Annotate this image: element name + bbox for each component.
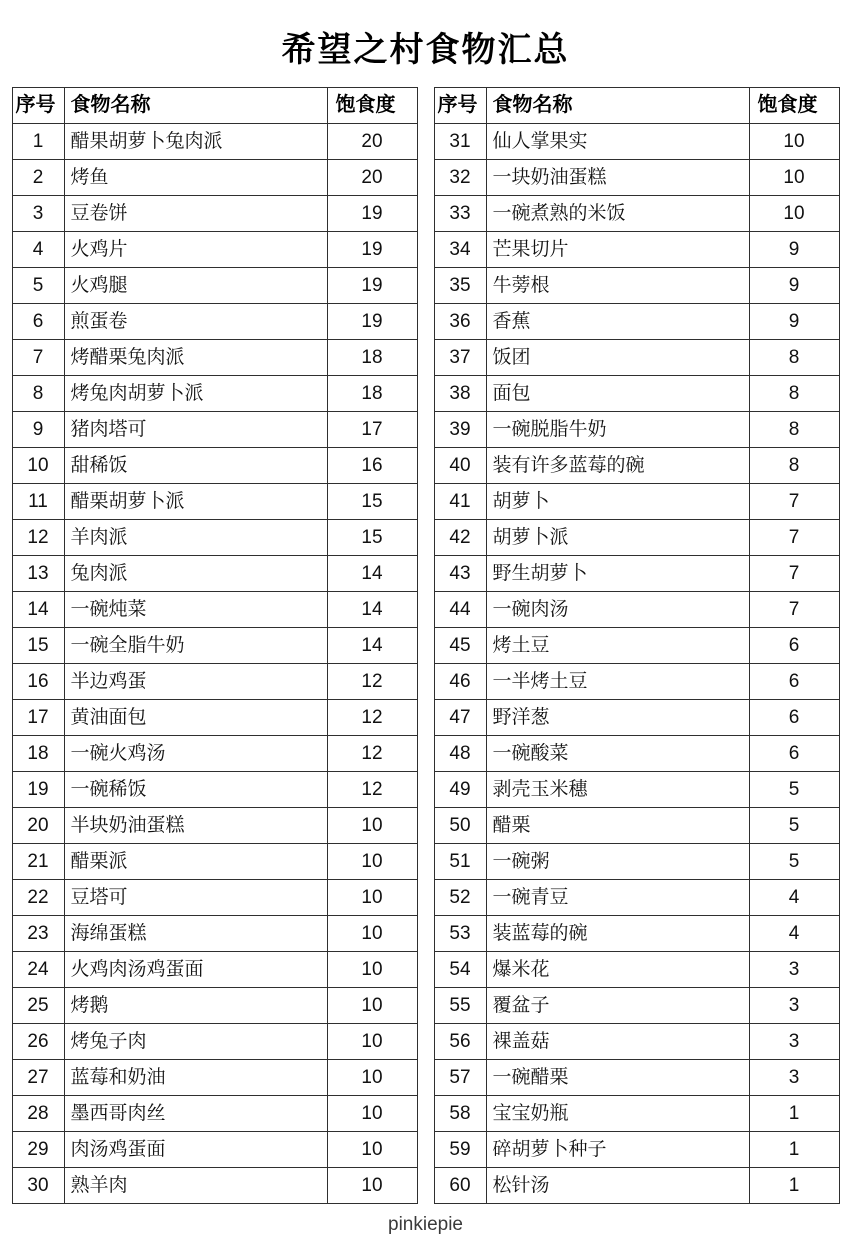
cell-index: 46 — [434, 664, 486, 700]
food-table-left — [12, 87, 418, 1204]
cell-satiety-value: 19 — [327, 304, 417, 340]
cell-food-name: 牛蒡根 — [486, 268, 749, 304]
cell-food-name: 甜稀饭 — [64, 448, 327, 484]
cell-food-name: 一碗火鸡汤 — [64, 736, 327, 772]
cell-index: 9 — [12, 412, 64, 448]
table-row — [434, 664, 839, 700]
cell-satiety-value: 10 — [327, 1024, 417, 1060]
cell-satiety-value: 6 — [749, 664, 839, 700]
cell-index: 1 — [12, 124, 64, 160]
cell-index: 11 — [12, 484, 64, 520]
cell-satiety-value: 16 — [327, 448, 417, 484]
cell-food-name: 肉汤鸡蛋面 — [64, 1132, 327, 1168]
cell-satiety-value: 3 — [749, 1024, 839, 1060]
cell-index: 58 — [434, 1096, 486, 1132]
table-row — [12, 592, 417, 628]
cell-index: 18 — [12, 736, 64, 772]
cell-index: 10 — [12, 448, 64, 484]
cell-index: 43 — [434, 556, 486, 592]
table-row — [12, 916, 417, 952]
cell-food-name: 烤兔子肉 — [64, 1024, 327, 1060]
header-row — [434, 88, 839, 124]
table-row — [12, 772, 417, 808]
cell-food-name: 一碗粥 — [486, 844, 749, 880]
cell-food-name: 黄油面包 — [64, 700, 327, 736]
cell-food-name: 饭团 — [486, 340, 749, 376]
cell-food-name: 墨西哥肉丝 — [64, 1096, 327, 1132]
table-row — [434, 1096, 839, 1132]
cell-index: 16 — [12, 664, 64, 700]
table-row — [12, 124, 417, 160]
table-row — [434, 520, 839, 556]
cell-satiety-value: 10 — [327, 1132, 417, 1168]
cell-satiety-value: 12 — [327, 772, 417, 808]
cell-satiety-value: 8 — [749, 340, 839, 376]
cell-satiety-value: 10 — [327, 1168, 417, 1204]
cell-food-name: 宝宝奶瓶 — [486, 1096, 749, 1132]
table-row — [12, 664, 417, 700]
page-title: 希望之村食物汇总 — [281, 31, 570, 69]
cell-food-name: 剥壳玉米穗 — [486, 772, 749, 808]
table-row — [434, 1024, 839, 1060]
table-row — [434, 412, 839, 448]
table-row — [434, 880, 839, 916]
cell-food-name: 醋栗 — [486, 808, 749, 844]
cell-food-name: 一碗炖菜 — [64, 592, 327, 628]
table-row — [12, 1060, 417, 1096]
cell-food-name: 一碗煮熟的米饭 — [486, 196, 749, 232]
table-row — [434, 304, 839, 340]
cell-food-name: 一碗醋栗 — [486, 1060, 749, 1096]
cell-satiety-value: 9 — [749, 268, 839, 304]
tables-container — [0, 87, 851, 1204]
cell-satiety-value: 8 — [749, 412, 839, 448]
cell-satiety-value: 5 — [749, 772, 839, 808]
cell-satiety-value: 10 — [327, 916, 417, 952]
table-row — [12, 844, 417, 880]
cell-index: 5 — [12, 268, 64, 304]
cell-food-name: 火鸡肉汤鸡蛋面 — [64, 952, 327, 988]
cell-food-name: 一碗酸菜 — [486, 736, 749, 772]
cell-satiety-value: 4 — [749, 916, 839, 952]
cell-food-name: 醋果胡萝卜兔肉派 — [64, 124, 327, 160]
cell-satiety-value: 5 — [749, 844, 839, 880]
table-row — [12, 412, 417, 448]
cell-index: 56 — [434, 1024, 486, 1060]
table-row — [434, 448, 839, 484]
cell-index: 47 — [434, 700, 486, 736]
cell-satiety-value: 7 — [749, 556, 839, 592]
cell-index: 29 — [12, 1132, 64, 1168]
table-row — [12, 304, 417, 340]
table-row — [12, 952, 417, 988]
cell-index: 51 — [434, 844, 486, 880]
cell-satiety-value: 10 — [749, 124, 839, 160]
table-row — [434, 700, 839, 736]
cell-food-name: 烤醋栗兔肉派 — [64, 340, 327, 376]
cell-index: 38 — [434, 376, 486, 412]
table-row — [12, 268, 417, 304]
cell-index: 21 — [12, 844, 64, 880]
cell-index: 4 — [12, 232, 64, 268]
table-row — [434, 844, 839, 880]
cell-satiety-value: 18 — [327, 340, 417, 376]
cell-index: 19 — [12, 772, 64, 808]
cell-index: 52 — [434, 880, 486, 916]
cell-satiety-value: 6 — [749, 736, 839, 772]
table-header-left — [12, 88, 417, 124]
header-row — [12, 88, 417, 124]
cell-index: 20 — [12, 808, 64, 844]
table-row — [12, 448, 417, 484]
table-row — [12, 520, 417, 556]
cell-satiety-value: 10 — [749, 196, 839, 232]
cell-satiety-value: 19 — [327, 232, 417, 268]
cell-index: 33 — [434, 196, 486, 232]
table-row — [12, 376, 417, 412]
cell-satiety-value: 15 — [327, 520, 417, 556]
cell-satiety-value: 3 — [749, 1060, 839, 1096]
cell-index: 13 — [12, 556, 64, 592]
cell-satiety-value: 10 — [749, 160, 839, 196]
food-table-right — [434, 87, 840, 1204]
cell-index: 8 — [12, 376, 64, 412]
cell-food-name: 一碗肉汤 — [486, 592, 749, 628]
cell-satiety-value: 17 — [327, 412, 417, 448]
table-row — [12, 1024, 417, 1060]
cell-food-name: 一碗青豆 — [486, 880, 749, 916]
watermark-credit: pinkiepie — [388, 1214, 463, 1235]
cell-index: 6 — [12, 304, 64, 340]
cell-index: 40 — [434, 448, 486, 484]
cell-satiety-value: 1 — [749, 1168, 839, 1204]
table-body-right — [434, 124, 839, 1204]
cell-satiety-value: 8 — [749, 448, 839, 484]
cell-food-name: 野洋葱 — [486, 700, 749, 736]
cell-index: 28 — [12, 1096, 64, 1132]
cell-satiety-value: 15 — [327, 484, 417, 520]
header-name: 食物名称 — [64, 88, 327, 124]
cell-index: 3 — [12, 196, 64, 232]
cell-satiety-value: 10 — [327, 1060, 417, 1096]
cell-food-name: 蓝莓和奶油 — [64, 1060, 327, 1096]
cell-food-name: 一碗全脂牛奶 — [64, 628, 327, 664]
table-row — [434, 484, 839, 520]
cell-food-name: 烤土豆 — [486, 628, 749, 664]
cell-index: 32 — [434, 160, 486, 196]
cell-satiety-value: 10 — [327, 1096, 417, 1132]
cell-satiety-value: 18 — [327, 376, 417, 412]
cell-satiety-value: 20 — [327, 124, 417, 160]
table-row — [12, 1096, 417, 1132]
cell-index: 23 — [12, 916, 64, 952]
header-index: 序号 — [12, 88, 64, 124]
cell-food-name: 火鸡片 — [64, 232, 327, 268]
cell-satiety-value: 14 — [327, 556, 417, 592]
cell-food-name: 火鸡腿 — [64, 268, 327, 304]
table-row — [434, 736, 839, 772]
cell-satiety-value: 19 — [327, 196, 417, 232]
cell-satiety-value: 9 — [749, 232, 839, 268]
cell-satiety-value: 12 — [327, 736, 417, 772]
cell-index: 45 — [434, 628, 486, 664]
cell-satiety-value: 14 — [327, 628, 417, 664]
cell-food-name: 装蓝莓的碗 — [486, 916, 749, 952]
table-row — [12, 160, 417, 196]
table-row — [434, 340, 839, 376]
header-index: 序号 — [434, 88, 486, 124]
cell-satiety-value: 3 — [749, 988, 839, 1024]
table-row — [434, 628, 839, 664]
cell-food-name: 一半烤土豆 — [486, 664, 749, 700]
cell-index: 57 — [434, 1060, 486, 1096]
cell-satiety-value: 20 — [327, 160, 417, 196]
cell-index: 55 — [434, 988, 486, 1024]
cell-satiety-value: 10 — [327, 952, 417, 988]
cell-satiety-value: 4 — [749, 880, 839, 916]
cell-food-name: 猪肉塔可 — [64, 412, 327, 448]
cell-index: 24 — [12, 952, 64, 988]
table-row — [12, 880, 417, 916]
table-body-left — [12, 124, 417, 1204]
table-row — [12, 1168, 417, 1204]
cell-satiety-value: 10 — [327, 988, 417, 1024]
cell-index: 42 — [434, 520, 486, 556]
cell-satiety-value: 3 — [749, 952, 839, 988]
cell-index: 30 — [12, 1168, 64, 1204]
cell-satiety-value: 19 — [327, 268, 417, 304]
table-row — [12, 340, 417, 376]
cell-satiety-value: 8 — [749, 376, 839, 412]
cell-index: 36 — [434, 304, 486, 340]
cell-index: 7 — [12, 340, 64, 376]
cell-index: 25 — [12, 988, 64, 1024]
cell-index: 48 — [434, 736, 486, 772]
cell-index: 14 — [12, 592, 64, 628]
cell-food-name: 面包 — [486, 376, 749, 412]
cell-index: 31 — [434, 124, 486, 160]
table-row — [434, 772, 839, 808]
table-row — [434, 952, 839, 988]
cell-food-name: 醋栗胡萝卜派 — [64, 484, 327, 520]
cell-satiety-value: 10 — [327, 808, 417, 844]
cell-satiety-value: 7 — [749, 520, 839, 556]
cell-food-name: 烤鱼 — [64, 160, 327, 196]
cell-food-name: 熟羊肉 — [64, 1168, 327, 1204]
cell-food-name: 野生胡萝卜 — [486, 556, 749, 592]
cell-food-name: 烤鹅 — [64, 988, 327, 1024]
table-row — [434, 808, 839, 844]
cell-satiety-value: 1 — [749, 1132, 839, 1168]
table-row — [434, 988, 839, 1024]
table-row — [434, 1060, 839, 1096]
table-row — [12, 700, 417, 736]
table-row — [434, 592, 839, 628]
table-row — [12, 556, 417, 592]
cell-index: 59 — [434, 1132, 486, 1168]
cell-food-name: 一块奶油蛋糕 — [486, 160, 749, 196]
cell-food-name: 芒果切片 — [486, 232, 749, 268]
table-row — [434, 232, 839, 268]
table-row — [434, 124, 839, 160]
table-row — [12, 1132, 417, 1168]
table-row — [12, 484, 417, 520]
header-value: 饱食度 — [749, 88, 839, 124]
table-row — [434, 916, 839, 952]
cell-satiety-value: 10 — [327, 880, 417, 916]
cell-index: 44 — [434, 592, 486, 628]
cell-food-name: 羊肉派 — [64, 520, 327, 556]
table-row — [434, 1168, 839, 1204]
header-value: 饱食度 — [327, 88, 417, 124]
table-row — [12, 988, 417, 1024]
cell-food-name: 香蕉 — [486, 304, 749, 340]
cell-food-name: 半边鸡蛋 — [64, 664, 327, 700]
table-row — [434, 376, 839, 412]
cell-food-name: 装有许多蓝莓的碗 — [486, 448, 749, 484]
header-name: 食物名称 — [486, 88, 749, 124]
cell-index: 37 — [434, 340, 486, 376]
table-row — [434, 196, 839, 232]
cell-index: 35 — [434, 268, 486, 304]
cell-satiety-value: 6 — [749, 700, 839, 736]
cell-satiety-value: 9 — [749, 304, 839, 340]
cell-food-name: 一碗稀饭 — [64, 772, 327, 808]
table-row — [12, 808, 417, 844]
cell-index: 49 — [434, 772, 486, 808]
cell-index: 2 — [12, 160, 64, 196]
cell-food-name: 胡萝卜 — [486, 484, 749, 520]
cell-food-name: 海绵蛋糕 — [64, 916, 327, 952]
cell-satiety-value: 12 — [327, 700, 417, 736]
cell-index: 39 — [434, 412, 486, 448]
cell-index: 50 — [434, 808, 486, 844]
cell-satiety-value: 12 — [327, 664, 417, 700]
table-row — [434, 556, 839, 592]
cell-satiety-value: 14 — [327, 592, 417, 628]
cell-food-name: 一碗脱脂牛奶 — [486, 412, 749, 448]
cell-index: 41 — [434, 484, 486, 520]
table-row — [12, 232, 417, 268]
table-row — [12, 196, 417, 232]
cell-food-name: 裸盖菇 — [486, 1024, 749, 1060]
cell-food-name: 烤兔肉胡萝卜派 — [64, 376, 327, 412]
cell-index: 34 — [434, 232, 486, 268]
table-row — [434, 1132, 839, 1168]
table-row — [12, 628, 417, 664]
cell-index: 27 — [12, 1060, 64, 1096]
cell-satiety-value: 1 — [749, 1096, 839, 1132]
cell-food-name: 覆盆子 — [486, 988, 749, 1024]
cell-food-name: 豆卷饼 — [64, 196, 327, 232]
table-row — [434, 268, 839, 304]
cell-food-name: 胡萝卜派 — [486, 520, 749, 556]
cell-index: 60 — [434, 1168, 486, 1204]
cell-satiety-value: 5 — [749, 808, 839, 844]
cell-index: 22 — [12, 880, 64, 916]
cell-satiety-value: 10 — [327, 844, 417, 880]
cell-food-name: 爆米花 — [486, 952, 749, 988]
table-row — [12, 736, 417, 772]
cell-satiety-value: 6 — [749, 628, 839, 664]
cell-food-name: 松针汤 — [486, 1168, 749, 1204]
cell-index: 54 — [434, 952, 486, 988]
cell-food-name: 半块奶油蛋糕 — [64, 808, 327, 844]
cell-satiety-value: 7 — [749, 484, 839, 520]
cell-food-name: 醋栗派 — [64, 844, 327, 880]
cell-food-name: 兔肉派 — [64, 556, 327, 592]
cell-index: 17 — [12, 700, 64, 736]
cell-index: 15 — [12, 628, 64, 664]
table-row — [434, 160, 839, 196]
cell-food-name: 碎胡萝卜种子 — [486, 1132, 749, 1168]
cell-food-name: 仙人掌果实 — [486, 124, 749, 160]
cell-satiety-value: 7 — [749, 592, 839, 628]
cell-food-name: 煎蛋卷 — [64, 304, 327, 340]
table-header-right — [434, 88, 839, 124]
cell-index: 26 — [12, 1024, 64, 1060]
cell-food-name: 豆塔可 — [64, 880, 327, 916]
cell-index: 12 — [12, 520, 64, 556]
cell-index: 53 — [434, 916, 486, 952]
